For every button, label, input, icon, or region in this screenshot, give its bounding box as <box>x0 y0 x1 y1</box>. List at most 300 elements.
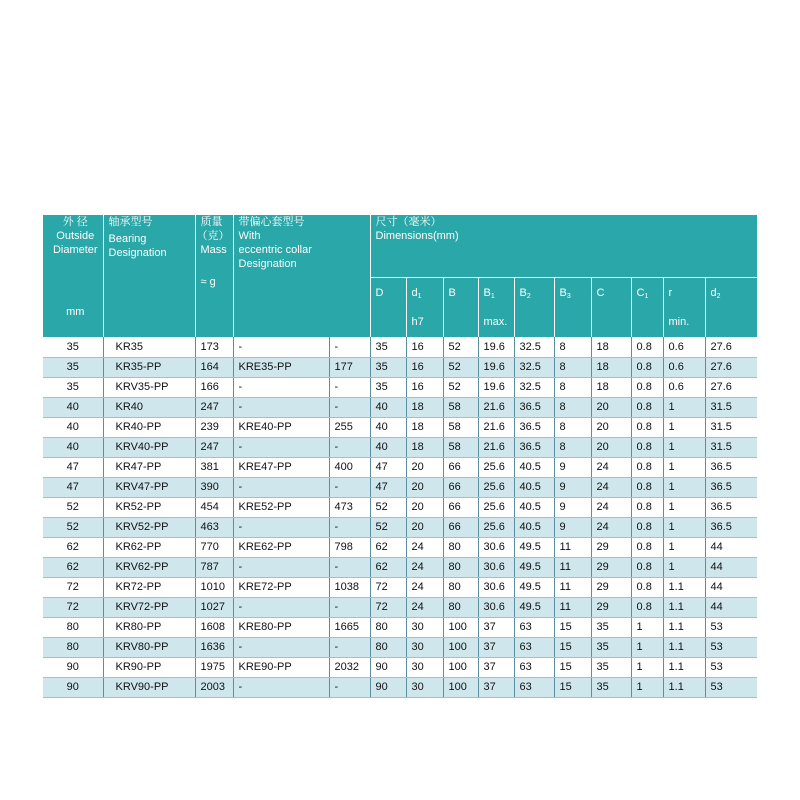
cell-eccentric-designation: - <box>233 597 329 617</box>
cell-dim-D: 35 <box>370 357 406 377</box>
cell-dim-B: 66 <box>443 517 478 537</box>
cell-dim-D: 90 <box>370 677 406 697</box>
cell-dim-B2: 36.5 <box>514 417 554 437</box>
cell-eccentric-designation: - <box>233 677 329 697</box>
cell-dim-B3: 8 <box>554 437 591 457</box>
cell-dim-C1: 1 <box>631 657 663 677</box>
cell-eccentric-designation: KRE90-PP <box>233 657 329 677</box>
cell-bearing-designation: KR35 <box>103 337 195 357</box>
table-row <box>43 657 757 677</box>
cell-outside-diameter: 72 <box>43 577 103 597</box>
cell-dim-r: 1.1 <box>663 677 705 697</box>
cell-outside-diameter: 80 <box>43 637 103 657</box>
cell-dim-C: 29 <box>591 597 631 617</box>
cell-dim-B: 66 <box>443 477 478 497</box>
cell-dim-D: 72 <box>370 577 406 597</box>
cell-dim-d1: 20 <box>406 457 443 477</box>
cell-dim-C: 35 <box>591 617 631 637</box>
cell-dim-B: 58 <box>443 417 478 437</box>
cell-dim-d1: 16 <box>406 377 443 397</box>
cell-mass: 381 <box>195 457 233 477</box>
cell-dim-B3: 11 <box>554 537 591 557</box>
cell-dim-d1: 24 <box>406 597 443 617</box>
cell-bearing-designation: KR35-PP <box>103 357 195 377</box>
cell-dim-B2: 36.5 <box>514 437 554 457</box>
table-row <box>43 457 757 477</box>
cell-dim-C1: 1 <box>631 617 663 637</box>
cell-dim-B: 66 <box>443 457 478 477</box>
cell-dim-C: 29 <box>591 557 631 577</box>
cell-eccentric-mass: 798 <box>329 537 370 557</box>
dim-col-d1: $d_1$ h7 <box>406 278 443 338</box>
cell-dim-d1: 30 <box>406 657 443 677</box>
cell-dim-C1: 0.8 <box>631 477 663 497</box>
cell-dim-C: 18 <box>591 377 631 397</box>
cell-dim-B2: 49.5 <box>514 577 554 597</box>
cell-dim-B: 100 <box>443 677 478 697</box>
cell-dim-D: 40 <box>370 417 406 437</box>
dim-col-B: B <box>443 278 478 338</box>
cell-outside-diameter: 52 <box>43 517 103 537</box>
cell-dim-r: 1 <box>663 497 705 517</box>
cell-dim-B3: 8 <box>554 397 591 417</box>
cell-eccentric-mass: - <box>329 637 370 657</box>
table-row <box>43 477 757 497</box>
cell-bearing-designation: KR40-PP <box>103 417 195 437</box>
cell-bearing-designation: KR90-PP <box>103 657 195 677</box>
cell-mass: 770 <box>195 537 233 557</box>
cell-dim-D: 47 <box>370 457 406 477</box>
cell-dim-B3: 15 <box>554 657 591 677</box>
cell-dim-d1: 30 <box>406 617 443 637</box>
cell-eccentric-designation: KRE62-PP <box>233 537 329 557</box>
cell-dim-B3: 9 <box>554 517 591 537</box>
cell-dim-d1: 24 <box>406 557 443 577</box>
cell-dim-B: 100 <box>443 637 478 657</box>
cell-eccentric-mass: - <box>329 677 370 697</box>
cell-dim-B1: 21.6 <box>478 397 514 417</box>
cell-dim-B: 52 <box>443 337 478 357</box>
cell-dim-B1: 25.6 <box>478 477 514 497</box>
cell-dim-r: 1.1 <box>663 577 705 597</box>
cell-bearing-designation: KR40 <box>103 397 195 417</box>
cell-dim-B1: 25.6 <box>478 497 514 517</box>
cell-dim-r: 0.6 <box>663 377 705 397</box>
cell-dim-B: 58 <box>443 437 478 457</box>
cell-dim-D: 35 <box>370 377 406 397</box>
cell-dim-C: 35 <box>591 637 631 657</box>
cell-dim-d2: 36.5 <box>705 457 757 477</box>
table-row <box>43 497 757 517</box>
cell-dim-C1: 0.8 <box>631 577 663 597</box>
cell-dim-r: 0.6 <box>663 357 705 377</box>
cell-dim-B2: 32.5 <box>514 377 554 397</box>
table-row <box>43 357 757 377</box>
cell-dim-r: 1.1 <box>663 657 705 677</box>
cell-mass: 463 <box>195 517 233 537</box>
cell-mass: 239 <box>195 417 233 437</box>
cell-dim-r: 1 <box>663 397 705 417</box>
cell-outside-diameter: 35 <box>43 337 103 357</box>
cell-eccentric-mass: - <box>329 597 370 617</box>
cell-bearing-designation: KR47-PP <box>103 457 195 477</box>
cell-dim-r: 1 <box>663 417 705 437</box>
cell-mass: 164 <box>195 357 233 377</box>
cell-outside-diameter: 90 <box>43 657 103 677</box>
cell-dim-C1: 0.8 <box>631 597 663 617</box>
cell-dim-r: 1 <box>663 457 705 477</box>
cell-dim-C1: 0.8 <box>631 357 663 377</box>
cell-dim-C1: 0.8 <box>631 557 663 577</box>
cell-dim-C1: 0.8 <box>631 457 663 477</box>
cell-dim-B3: 8 <box>554 337 591 357</box>
cell-eccentric-designation: - <box>233 437 329 457</box>
cell-dim-C: 35 <box>591 657 631 677</box>
cell-dim-B2: 32.5 <box>514 357 554 377</box>
cell-dim-D: 80 <box>370 617 406 637</box>
table-body <box>43 337 757 697</box>
cell-dim-D: 90 <box>370 657 406 677</box>
cell-dim-B1: 37 <box>478 657 514 677</box>
cell-outside-diameter: 52 <box>43 497 103 517</box>
cell-dim-C1: 1 <box>631 677 663 697</box>
cell-eccentric-mass: 473 <box>329 497 370 517</box>
dim-col-C: C <box>591 278 631 338</box>
header-eccentric-collar: 带偏心套型号 With eccentric collar Designation <box>233 215 370 337</box>
cell-eccentric-designation: - <box>233 517 329 537</box>
cell-eccentric-mass: - <box>329 557 370 577</box>
cell-eccentric-mass: 1038 <box>329 577 370 597</box>
cell-dim-B3: 11 <box>554 577 591 597</box>
cell-dim-B2: 63 <box>514 617 554 637</box>
cell-dim-B1: 21.6 <box>478 437 514 457</box>
cell-dim-B2: 36.5 <box>514 397 554 417</box>
cell-dim-D: 72 <box>370 597 406 617</box>
cell-eccentric-designation: KRE80-PP <box>233 617 329 637</box>
cell-dim-d2: 27.6 <box>705 337 757 357</box>
cell-dim-d2: 36.5 <box>705 517 757 537</box>
cell-dim-C: 29 <box>591 577 631 597</box>
cell-dim-C: 20 <box>591 397 631 417</box>
cell-bearing-designation: KRV80-PP <box>103 637 195 657</box>
cell-dim-d1: 16 <box>406 337 443 357</box>
cell-dim-B1: 21.6 <box>478 417 514 437</box>
cell-eccentric-mass: 2032 <box>329 657 370 677</box>
cell-bearing-designation: KRV40-PP <box>103 437 195 457</box>
cell-dim-B3: 15 <box>554 637 591 657</box>
table-row <box>43 677 757 697</box>
cell-dim-r: 0.6 <box>663 337 705 357</box>
cell-bearing-designation: KR62-PP <box>103 537 195 557</box>
cell-dim-d2: 31.5 <box>705 437 757 457</box>
cell-eccentric-mass: - <box>329 377 370 397</box>
cell-eccentric-designation: KRE52-PP <box>233 497 329 517</box>
cell-dim-C1: 0.8 <box>631 377 663 397</box>
cell-bearing-designation: KR52-PP <box>103 497 195 517</box>
cell-dim-d2: 27.6 <box>705 377 757 397</box>
cell-dim-r: 1.1 <box>663 617 705 637</box>
dim-col-B1: $B_1$ max. <box>478 278 514 338</box>
cell-mass: 247 <box>195 397 233 417</box>
cell-eccentric-mass: 177 <box>329 357 370 377</box>
cell-dim-B: 100 <box>443 617 478 637</box>
cell-dim-B1: 37 <box>478 617 514 637</box>
cell-eccentric-designation: KRE72-PP <box>233 577 329 597</box>
dim-col-B3: $B_3$ <box>554 278 591 338</box>
cell-dim-B1: 30.6 <box>478 597 514 617</box>
cell-dim-d1: 24 <box>406 577 443 597</box>
table-row <box>43 617 757 637</box>
cell-mass: 1975 <box>195 657 233 677</box>
cell-bearing-designation: KR72-PP <box>103 577 195 597</box>
cell-bearing-designation: KRV35-PP <box>103 377 195 397</box>
cell-dim-D: 62 <box>370 557 406 577</box>
bearing-spec-table <box>43 215 757 698</box>
cell-eccentric-mass: - <box>329 397 370 417</box>
cell-dim-C: 20 <box>591 417 631 437</box>
cell-eccentric-mass: - <box>329 437 370 457</box>
table-row <box>43 437 757 457</box>
cell-bearing-designation: KRV47-PP <box>103 477 195 497</box>
dim-col-r: r min. <box>663 278 705 338</box>
cell-dim-C1: 0.8 <box>631 517 663 537</box>
cell-eccentric-mass: - <box>329 477 370 497</box>
cell-dim-d1: 20 <box>406 497 443 517</box>
cell-dim-B3: 15 <box>554 617 591 637</box>
cell-eccentric-designation: - <box>233 337 329 357</box>
cell-dim-B3: 11 <box>554 597 591 617</box>
cell-dim-r: 1 <box>663 437 705 457</box>
cell-dim-C1: 0.8 <box>631 437 663 457</box>
cell-dim-B: 52 <box>443 377 478 397</box>
cell-eccentric-designation: KRE35-PP <box>233 357 329 377</box>
cell-mass: 1636 <box>195 637 233 657</box>
cell-outside-diameter: 47 <box>43 457 103 477</box>
cell-dim-d2: 44 <box>705 577 757 597</box>
cell-dim-B1: 30.6 <box>478 577 514 597</box>
cell-dim-C1: 0.8 <box>631 537 663 557</box>
dim-col-C1: $C_1$ <box>631 278 663 338</box>
header-dimensions: 尺寸（毫米） Dimensions(mm) <box>370 215 757 278</box>
cell-outside-diameter: 35 <box>43 377 103 397</box>
cell-eccentric-mass: 1665 <box>329 617 370 637</box>
cell-dim-B3: 9 <box>554 457 591 477</box>
cell-dim-C: 24 <box>591 457 631 477</box>
cell-dim-B1: 37 <box>478 677 514 697</box>
cell-dim-C1: 0.8 <box>631 417 663 437</box>
cell-dim-B2: 40.5 <box>514 477 554 497</box>
cell-dim-r: 1.1 <box>663 637 705 657</box>
table-row <box>43 597 757 617</box>
cell-outside-diameter: 62 <box>43 537 103 557</box>
cell-dim-B3: 15 <box>554 677 591 697</box>
cell-dim-B3: 9 <box>554 477 591 497</box>
cell-dim-D: 52 <box>370 497 406 517</box>
cell-dim-d1: 30 <box>406 677 443 697</box>
cell-dim-d2: 53 <box>705 677 757 697</box>
cell-eccentric-mass: 255 <box>329 417 370 437</box>
cell-eccentric-designation: KRE47-PP <box>233 457 329 477</box>
cell-dim-C1: 0.8 <box>631 337 663 357</box>
cell-eccentric-designation: - <box>233 477 329 497</box>
cell-eccentric-mass: - <box>329 337 370 357</box>
cell-mass: 1010 <box>195 577 233 597</box>
cell-dim-B: 58 <box>443 397 478 417</box>
cell-eccentric-designation: - <box>233 397 329 417</box>
cell-mass: 173 <box>195 337 233 357</box>
cell-dim-B2: 32.5 <box>514 337 554 357</box>
cell-mass: 166 <box>195 377 233 397</box>
table-row <box>43 517 757 537</box>
cell-dim-B1: 19.6 <box>478 337 514 357</box>
cell-dim-d1: 18 <box>406 437 443 457</box>
cell-dim-D: 80 <box>370 637 406 657</box>
cell-outside-diameter: 47 <box>43 477 103 497</box>
header-bearing-designation: 轴承型号 Bearing Designation <box>103 215 195 337</box>
table-row <box>43 377 757 397</box>
cell-dim-d1: 20 <box>406 517 443 537</box>
cell-mass: 787 <box>195 557 233 577</box>
cell-dim-d1: 16 <box>406 357 443 377</box>
cell-outside-diameter: 72 <box>43 597 103 617</box>
cell-dim-d1: 18 <box>406 417 443 437</box>
cell-dim-C: 18 <box>591 357 631 377</box>
cell-dim-B1: 25.6 <box>478 457 514 477</box>
cell-mass: 1608 <box>195 617 233 637</box>
cell-dim-d1: 18 <box>406 397 443 417</box>
cell-dim-B2: 63 <box>514 637 554 657</box>
cell-dim-r: 1 <box>663 517 705 537</box>
cell-dim-B2: 49.5 <box>514 537 554 557</box>
cell-dim-B: 80 <box>443 537 478 557</box>
cell-eccentric-mass: - <box>329 517 370 537</box>
cell-dim-r: 1.1 <box>663 597 705 617</box>
cell-dim-d1: 24 <box>406 537 443 557</box>
cell-dim-d2: 31.5 <box>705 397 757 417</box>
cell-bearing-designation: KRV72-PP <box>103 597 195 617</box>
cell-dim-C1: 0.8 <box>631 497 663 517</box>
cell-dim-B1: 19.6 <box>478 357 514 377</box>
cell-dim-D: 35 <box>370 337 406 357</box>
header-mass: 质量 （克） Mass ≈ g <box>195 215 233 337</box>
cell-dim-B2: 40.5 <box>514 457 554 477</box>
cell-dim-C1: 0.8 <box>631 397 663 417</box>
cell-dim-r: 1 <box>663 537 705 557</box>
cell-eccentric-mass: 400 <box>329 457 370 477</box>
cell-dim-d2: 44 <box>705 557 757 577</box>
cell-dim-B3: 11 <box>554 557 591 577</box>
cell-mass: 390 <box>195 477 233 497</box>
table-row <box>43 337 757 357</box>
cell-dim-r: 1 <box>663 557 705 577</box>
cell-dim-B2: 49.5 <box>514 557 554 577</box>
cell-dim-B2: 40.5 <box>514 517 554 537</box>
cell-dim-C: 29 <box>591 537 631 557</box>
cell-dim-d2: 53 <box>705 637 757 657</box>
cell-dim-B2: 63 <box>514 657 554 677</box>
cell-dim-d2: 44 <box>705 537 757 557</box>
cell-outside-diameter: 80 <box>43 617 103 637</box>
dim-col-d2: $d_2$ <box>705 278 757 338</box>
cell-dim-B: 66 <box>443 497 478 517</box>
cell-dim-d2: 53 <box>705 617 757 637</box>
cell-bearing-designation: KRV52-PP <box>103 517 195 537</box>
table-row <box>43 537 757 557</box>
cell-dim-B2: 49.5 <box>514 597 554 617</box>
cell-dim-d2: 36.5 <box>705 497 757 517</box>
dim-col-D: D <box>370 278 406 338</box>
cell-mass: 1027 <box>195 597 233 617</box>
cell-dim-C1: 1 <box>631 637 663 657</box>
cell-dim-d1: 20 <box>406 477 443 497</box>
header-row-top <box>43 215 757 278</box>
cell-dim-r: 1 <box>663 477 705 497</box>
table-row <box>43 397 757 417</box>
cell-dim-B3: 9 <box>554 497 591 517</box>
cell-dim-d2: 27.6 <box>705 357 757 377</box>
cell-dim-B1: 19.6 <box>478 377 514 397</box>
cell-outside-diameter: 90 <box>43 677 103 697</box>
cell-mass: 247 <box>195 437 233 457</box>
cell-outside-diameter: 40 <box>43 397 103 417</box>
cell-outside-diameter: 62 <box>43 557 103 577</box>
cell-dim-C: 24 <box>591 517 631 537</box>
table-row <box>43 577 757 597</box>
cell-dim-D: 47 <box>370 477 406 497</box>
cell-dim-B: 52 <box>443 357 478 377</box>
cell-bearing-designation: KRV62-PP <box>103 557 195 577</box>
cell-eccentric-designation: - <box>233 377 329 397</box>
cell-dim-d2: 53 <box>705 657 757 677</box>
cell-dim-d2: 31.5 <box>705 417 757 437</box>
cell-dim-d2: 44 <box>705 597 757 617</box>
cell-dim-C: 35 <box>591 677 631 697</box>
table-row <box>43 637 757 657</box>
cell-dim-B1: 25.6 <box>478 517 514 537</box>
cell-dim-C: 24 <box>591 497 631 517</box>
cell-mass: 2003 <box>195 677 233 697</box>
cell-dim-C: 20 <box>591 437 631 457</box>
cell-dim-B: 80 <box>443 597 478 617</box>
cell-dim-B3: 8 <box>554 377 591 397</box>
cell-outside-diameter: 40 <box>43 437 103 457</box>
cell-outside-diameter: 35 <box>43 357 103 377</box>
cell-mass: 454 <box>195 497 233 517</box>
cell-dim-B3: 8 <box>554 417 591 437</box>
cell-dim-d1: 30 <box>406 637 443 657</box>
cell-dim-B3: 8 <box>554 357 591 377</box>
cell-dim-B: 80 <box>443 577 478 597</box>
cell-dim-B1: 30.6 <box>478 557 514 577</box>
cell-dim-D: 52 <box>370 517 406 537</box>
cell-eccentric-designation: KRE40-PP <box>233 417 329 437</box>
cell-outside-diameter: 40 <box>43 417 103 437</box>
dim-col-B2: $B_2$ <box>514 278 554 338</box>
cell-bearing-designation: KRV90-PP <box>103 677 195 697</box>
cell-dim-B: 100 <box>443 657 478 677</box>
cell-eccentric-designation: - <box>233 557 329 577</box>
header-outside-diameter: 外 径 Outside Diameter mm <box>43 215 103 337</box>
table-row <box>43 417 757 437</box>
cell-dim-B1: 30.6 <box>478 537 514 557</box>
cell-dim-d2: 36.5 <box>705 477 757 497</box>
cell-dim-D: 62 <box>370 537 406 557</box>
cell-dim-C: 24 <box>591 477 631 497</box>
cell-dim-D: 40 <box>370 397 406 417</box>
cell-dim-B2: 40.5 <box>514 497 554 517</box>
cell-dim-B2: 63 <box>514 677 554 697</box>
cell-bearing-designation: KR80-PP <box>103 617 195 637</box>
